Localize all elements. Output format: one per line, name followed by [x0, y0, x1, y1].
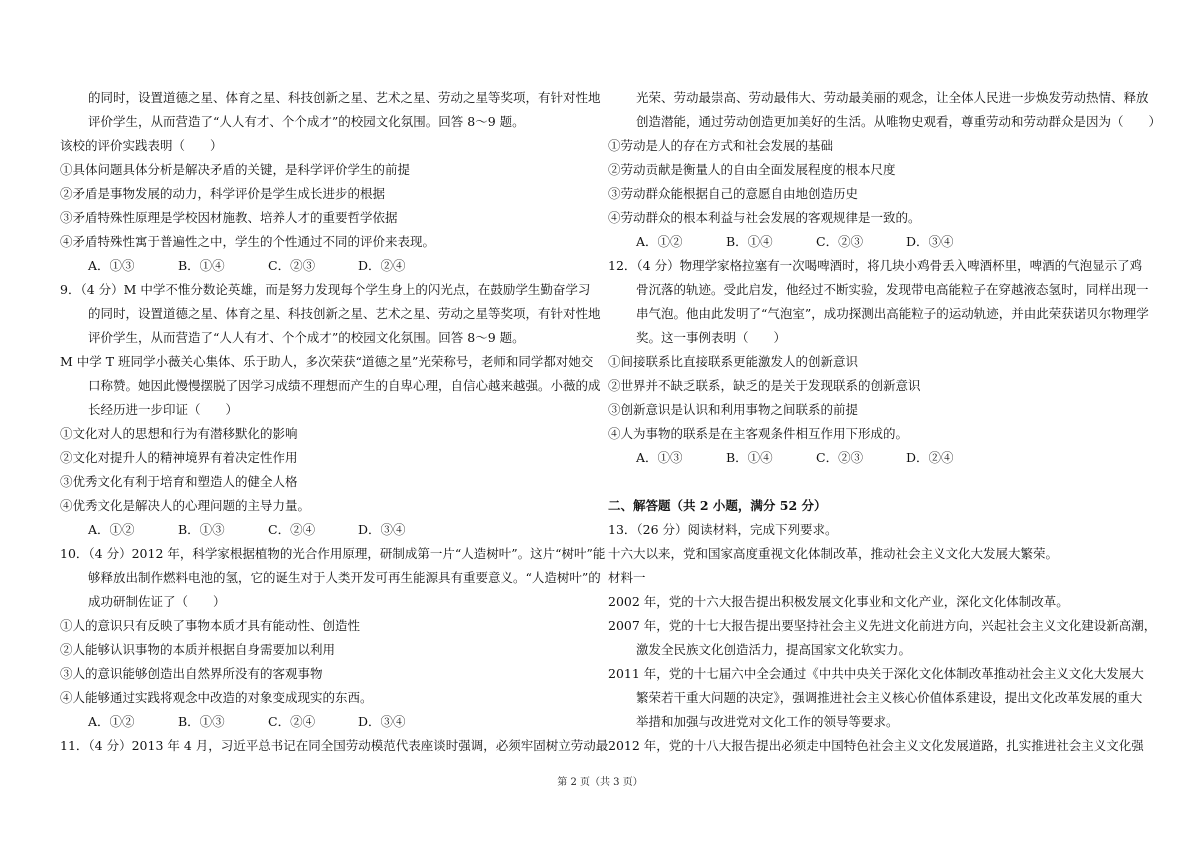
- q13-line-2011-cont-2: 举措和加强与改进党对文化工作的领导等要求。: [636, 714, 899, 729]
- q12-line-4: 奖。这一事例表明（ ）: [636, 330, 787, 345]
- q8-item-4: ④矛盾特殊性寓于普遍性之中，学生的个性通过不同的评价来表现。: [60, 234, 436, 249]
- q13-line-2011-cont-1: 繁荣若干重大问题的决定》，强调推进社会主义核心价值体系建设，提出文化改革发展的重大: [636, 690, 1143, 705]
- q9-item-3: ③优秀文化有利于培育和塑造人的健全人格: [60, 474, 298, 489]
- q10-line-1: 10．（4 分）2012 年，科学家根据植物的光合作用原理，研制成第一片“人造树叶”。这片“树叶”能: [60, 546, 606, 561]
- q13-line-2002: 2002 年，党的十六大报告提出积极发展文化事业和文化产业，深化文化体制改革。: [608, 594, 1069, 609]
- q9-stem-line-3: 长经历进一步印证（ ）: [88, 402, 239, 417]
- q8-option-b: B．①④: [178, 258, 225, 273]
- q13-line-2: 十六大以来，党和国家高度重视文化体制改革，推动社会主义文化大发展大繁荣。: [608, 546, 1059, 561]
- q13-line-2007: 2007 年，党的十七大报告提出要坚持社会主义先进文化前进方向，兴起社会主义文化建设新高潮，: [608, 618, 1157, 633]
- q11-item-3: ③劳动群众能根据自己的意愿自由地创造历史: [608, 186, 859, 201]
- q11-option-a: A．①②: [636, 234, 683, 249]
- q12-option-c: C．②③: [816, 450, 864, 465]
- q8-option-c: C．②③: [268, 258, 316, 273]
- q9-options: [88, 522, 448, 538]
- q9-item-2: ②文化对提升人的精神境界有着决定性作用: [60, 450, 298, 465]
- q8-item-1: ①具体问题具体分析是解决矛盾的关键，是科学评价学生的前提: [60, 162, 411, 177]
- q11-option-c: C．②③: [816, 234, 864, 249]
- q10-line-2: 够释放出制作燃料电池的氢，它的诞生对于人类开发可再生能源具有重要意义。“人造树叶”的: [88, 570, 601, 585]
- q12-item-3: ③创新意识是认识和利用事物之间联系的前提: [608, 402, 859, 417]
- q8-options: [88, 258, 448, 274]
- page-footer: 第 2 页（共 3 页）: [557, 777, 643, 788]
- q12-item-4: ④人为事物的联系是在主客观条件相互作用下形成的。: [608, 426, 909, 441]
- q10-item-2: ②人能够认识事物的本质并根据自身需要加以利用: [60, 642, 336, 657]
- q12-item-2: ②世界并不缺乏联系，缺乏的是关于发现联系的创新意识: [608, 378, 921, 393]
- q11-line-1: 11．（4 分）2013 年 4 月，习近平总书记在同全国劳动模范代表座谈时强调，必须牢固树立劳动最: [60, 738, 609, 753]
- q13-material-label: 材料一: [608, 570, 646, 585]
- q12-line-1: 12．（4 分）物理学家格拉塞有一次喝啤酒时，将几块小鸡骨丢入啤酒杯里，啤酒的气泡显示了鸡: [608, 258, 1143, 273]
- q11-item-2: ②劳动贡献是衡量人的自由全面发展程度的根本尺度: [608, 162, 896, 177]
- q12-option-a: A．①③: [636, 450, 683, 465]
- q12-line-2: 骨沉落的轨迹。受此启发，他经过不断实验，发现带电高能粒子在穿越液态氢时，同样出现一: [636, 282, 1149, 297]
- q10-option-c: C．②④: [268, 714, 316, 729]
- q10-option-b: B．①③: [178, 714, 225, 729]
- q11-continuation-line-1: 光荣、劳动最崇高、劳动最伟大、劳动最美丽的观念，让全体人民进一步焕发劳动热情、释放: [636, 90, 1149, 105]
- q10-item-4: ④人能够通过实践将观念中改造的对象变成现实的东西。: [60, 690, 373, 705]
- q12-line-3: 串气泡。他由此发明了“气泡室”，成功探测出高能粒子的运动轨迹，并由此荣获诺贝尔物理学: [636, 306, 1149, 321]
- q9-line-3: 评价学生，从而营造了“人人有才、个个成才”的校园文化氛围。回答 8～9 题。: [88, 330, 525, 345]
- section-2-title: 二、解答题（共 2 小题，满分 52 分）: [608, 498, 827, 513]
- q8-option-d: D．②④: [358, 258, 406, 273]
- q10-options: [88, 714, 448, 730]
- q8-option-a: A．①③: [88, 258, 135, 273]
- q9-line-1: 9．（4 分）M 中学不惟分数论英雄，而是努力发现每个学生身上的闪光点，在鼓励学生勤奋学习: [60, 282, 591, 297]
- q8-continuation-line-1: 的同时，设置道德之星、体育之星、科技创新之星、艺术之星、劳动之星等奖项，有针对性地: [88, 90, 601, 105]
- q12-option-b: B．①④: [726, 450, 773, 465]
- q10-line-3: 成功研制佐证了（ ）: [88, 594, 226, 609]
- q9-option-b: B．①③: [178, 522, 225, 537]
- q8-item-2: ②矛盾是事物发展的动力，科学评价是学生成长进步的根据: [60, 186, 386, 201]
- q8-stem: 该校的评价实践表明（ ）: [60, 138, 223, 153]
- q12-option-d: D．②④: [906, 450, 954, 465]
- q11-item-1: ①劳动是人的存在方式和社会发展的基础: [608, 138, 834, 153]
- q11-options: [636, 234, 996, 250]
- q11-option-b: B．①④: [726, 234, 773, 249]
- q11-continuation-line-2: 创造潜能，通过劳动创造更加美好的生活。从唯物史观看，尊重劳动和劳动群众是因为（ ）: [636, 114, 1162, 129]
- q11-item-4: ④劳动群众的根本利益与社会发展的客观规律是一致的。: [608, 210, 921, 225]
- q9-option-c: C．②④: [268, 522, 316, 537]
- q8-item-3: ③矛盾特殊性原理是学校因材施教、培养人才的重要哲学依据: [60, 210, 398, 225]
- q13-line-2007-cont: 激发全民族文化创造活力，提高国家文化软实力。: [636, 642, 912, 657]
- q9-line-2: 的同时，设置道德之星、体育之星、科技创新之星、艺术之星、劳动之星等奖项，有针对性地: [88, 306, 601, 321]
- q9-stem-line-1: M 中学 T 班同学小薇关心集体、乐于助人，多次荣获“道德之星”光荣称号，老师和同学都对她交: [60, 354, 594, 369]
- q13-line-1: 13．（26 分）阅读材料，完成下列要求。: [608, 522, 838, 537]
- q13-line-2011: 2011 年，党的十七届六中全会通过《中共中央关于深化文化体制改革推动社会主义文化大发展大: [608, 666, 1144, 681]
- q12-options: [636, 450, 996, 466]
- q9-stem-line-2: 口称赞。她因此慢慢摆脱了因学习成绩不理想而产生的自卑心理，自信心越来越强。小薇的成: [88, 378, 601, 393]
- q9-option-d: D．③④: [358, 522, 406, 537]
- q12-item-1: ①间接联系比直接联系更能激发人的创新意识: [608, 354, 859, 369]
- q10-item-3: ③人的意识能够创造出自然界所没有的客观事物: [60, 666, 323, 681]
- q10-option-a: A．①②: [88, 714, 135, 729]
- q9-item-1: ①文化对人的思想和行为有潜移默化的影响: [60, 426, 298, 441]
- q11-option-d: D．③④: [906, 234, 954, 249]
- q9-item-4: ④优秀文化是解决人的心理问题的主导力量。: [60, 498, 311, 513]
- q13-line-2012: 2012 年，党的十八大报告提出必须走中国特色社会主义文化发展道路，扎实推进社会主义文化强: [608, 738, 1144, 753]
- q8-continuation-line-2: 评价学生，从而营造了“人人有才、个个成才”的校园文化氛围。回答 8～9 题。: [88, 114, 525, 129]
- q10-item-1: ①人的意识只有反映了事物本质才具有能动性、创造性: [60, 618, 361, 633]
- q9-option-a: A．①②: [88, 522, 135, 537]
- q10-option-d: D．③④: [358, 714, 406, 729]
